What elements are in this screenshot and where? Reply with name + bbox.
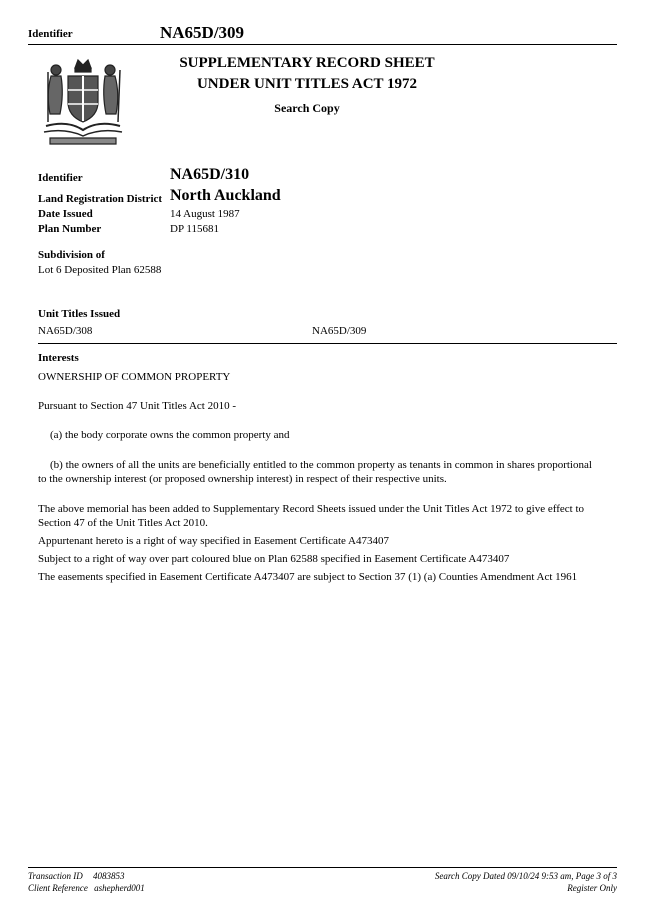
subdivision-value: Lot 6 Deposited Plan 62588 [38,264,162,276]
transaction-id-label: Transaction ID [28,871,83,881]
header-rule [28,44,617,45]
search-copy-dated: Search Copy Dated 09/10/24 9:53 am, Page 3 of 3 [434,871,617,881]
identifier-label: Identifier [38,172,83,184]
unit-titles-label: Unit Titles Issued [38,308,121,320]
district-value: North Auckland [170,187,281,204]
nz-coat-of-arms-icon [38,54,128,146]
subdivision-label: Subdivision of [38,249,105,261]
client-reference-value: ashepherd001 [94,883,145,893]
transaction-id [28,871,125,881]
plan-number-value: DP 115681 [170,223,219,235]
interest-paragraph: Subject to a right of way over part coloured blue on Plan 62588 specified in Easement Certificate A473407 [38,553,510,565]
title-line-1: SUPPLEMENTARY RECORD SHEET [179,55,435,71]
footer-rule [28,867,617,868]
interests-label: Interests [38,352,79,364]
district-label: Land Registration District [38,193,163,205]
transaction-id-value: 4083853 [93,871,125,881]
client-reference [28,883,145,893]
interest-paragraph: (b) the owners of all the units are beneficially entitled to the common property as tenants in common in shares proportional to the ownership interest (or proposed ownership interest) in respect of their respective units. [38,459,592,485]
unit-title-item: NA65D/309 [312,325,367,337]
title-line-2: UNDER UNIT TITLES ACT 1972 [196,76,418,92]
interest-paragraph: OWNERSHIP OF COMMON PROPERTY [38,371,231,383]
interest-paragraph: (a) the body corporate owns the common property and [50,429,290,441]
unit-title-item: NA65D/308 [38,325,93,337]
search-copy-subtitle: Search Copy [274,101,340,115]
interest-paragraph: The above memorial has been added to Supplementary Record Sheets issued under the Unit Titles Act 1972 to give effect to Section 47 of the Unit Titles Act 2010. [38,503,585,529]
identifier-value: NA65D/310 [170,166,250,183]
header-identifier-label: Identifier [28,28,73,40]
client-reference-label: Client Reference [28,883,88,893]
interest-paragraph: The easements specified in Easement Certificate A473407 are subject to Section 37 (1) (a) Counties Amendment Act 1961 [38,571,578,583]
date-issued-label: Date Issued [38,208,93,220]
header-identifier-value: NA65D/309 [160,23,245,42]
section-rule [38,343,617,344]
plan-number-label: Plan Number [38,223,102,235]
interest-paragraph: Pursuant to Section 47 Unit Titles Act 2010 - [38,400,237,412]
date-issued-value: 14 August 1987 [170,208,240,220]
interest-paragraph: Appurtenant hereto is a right of way specified in Easement Certificate A473407 [38,535,389,547]
register-only: Register Only [567,883,617,893]
